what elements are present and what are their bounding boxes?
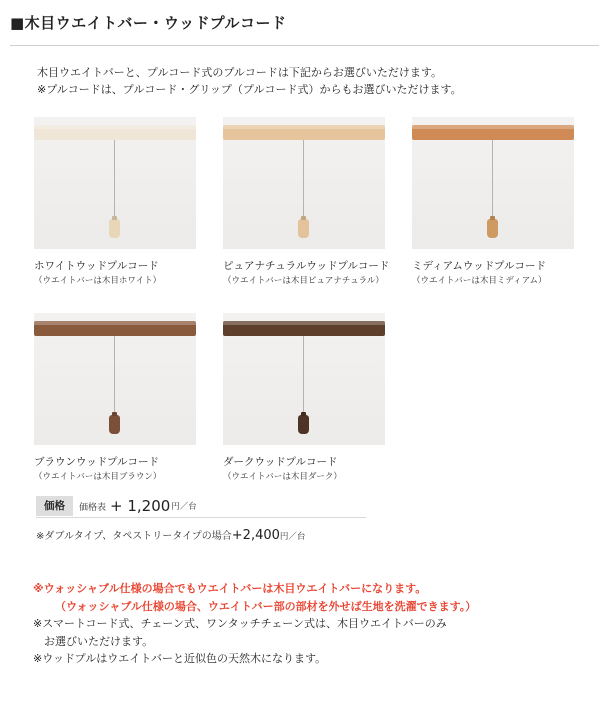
weight-bar bbox=[34, 125, 196, 140]
pull-cord bbox=[303, 336, 304, 416]
pull-cord bbox=[492, 140, 493, 220]
product-sub: （ウエイトバーは木目ブラウン） bbox=[34, 472, 162, 482]
alt-price-text: ※ダブルタイプ、タペストリータイプの場合 bbox=[36, 531, 232, 542]
product-photo bbox=[34, 313, 196, 445]
price-divider bbox=[36, 517, 366, 518]
price-label: 価格表 bbox=[79, 502, 107, 513]
product-photo bbox=[412, 117, 574, 249]
weight-bar bbox=[412, 125, 574, 140]
alt-price-unit: 円／台 bbox=[279, 532, 306, 542]
notes bbox=[33, 580, 476, 668]
pull-cord bbox=[114, 336, 115, 416]
wood-pull-knob bbox=[487, 219, 498, 238]
product-photo bbox=[223, 313, 385, 445]
page-title: ■木目ウエイトバー・ウッドプルコード bbox=[10, 14, 287, 32]
washable-warning: ※ウォッシャブル仕様の場合でもウエイトバーは木目ウエイトバーになります。 bbox=[33, 582, 427, 595]
product-name: ミディアムウッドプルコード bbox=[412, 260, 546, 272]
product-sub: （ウエイトバーは木目ホワイト） bbox=[34, 276, 162, 286]
wood-pull-knob bbox=[298, 219, 309, 238]
wood-pull-knob bbox=[109, 415, 120, 434]
product-card-medium bbox=[412, 117, 574, 286]
alt-price-value: +2,400 bbox=[231, 528, 280, 543]
weight-bar bbox=[223, 125, 385, 140]
intro-line: 木目ウエイトバーと、プルコード式のプルコードは下記からお選びいただけます。 bbox=[37, 66, 443, 79]
note-line: お選びいただけます。 bbox=[44, 634, 154, 648]
product-photo bbox=[223, 117, 385, 249]
product-card-pure-natural bbox=[223, 117, 390, 286]
washable-warning-detail: （ウォッシャブル仕様の場合、ウエイトバー部の部材を外せば生地を洗濯できます。） bbox=[55, 599, 477, 613]
pull-cord bbox=[303, 140, 304, 220]
alt-price bbox=[36, 527, 305, 543]
product-card-dark bbox=[223, 313, 385, 482]
weight-bar bbox=[34, 321, 196, 336]
product-name: ピュアナチュラルウッドプルコード bbox=[223, 260, 390, 272]
product-name: ブラウンウッドプルコード bbox=[34, 456, 160, 468]
intro-text bbox=[37, 64, 462, 98]
price-unit: 円／台 bbox=[171, 502, 197, 512]
product-card-white bbox=[34, 117, 196, 286]
intro-note: ※プルコードは、プルコード・グリップ（プルコード式）からもお選びいただけます。 bbox=[37, 83, 462, 96]
note-line: ※スマートコード式、チェーン式、ワンタッチチェーン式は、木目ウエイトバーのみ bbox=[33, 617, 447, 630]
product-card-brown bbox=[34, 313, 196, 482]
note-line: ※ウッドプルはウエイトバーと近似色の天然木になります。 bbox=[33, 652, 327, 665]
pull-cord bbox=[114, 140, 115, 220]
product-sub: （ウエイトバーは木目ダーク） bbox=[223, 472, 342, 482]
product-sub: （ウエイトバーは木目ピュアナチュラル） bbox=[223, 276, 384, 286]
wood-pull-knob bbox=[298, 415, 309, 434]
price-value: + 1,200 bbox=[110, 497, 171, 515]
price-row bbox=[36, 496, 197, 516]
wood-pull-knob bbox=[109, 219, 120, 238]
product-sub: （ウエイトバーは木目ミディアム） bbox=[412, 276, 547, 286]
price-badge: 価格 bbox=[36, 496, 73, 516]
product-name: ダークウッドプルコード bbox=[223, 456, 338, 468]
product-name: ホワイトウッドプルコード bbox=[34, 260, 159, 272]
title-divider bbox=[10, 45, 599, 46]
weight-bar bbox=[223, 321, 385, 336]
product-photo bbox=[34, 117, 196, 249]
